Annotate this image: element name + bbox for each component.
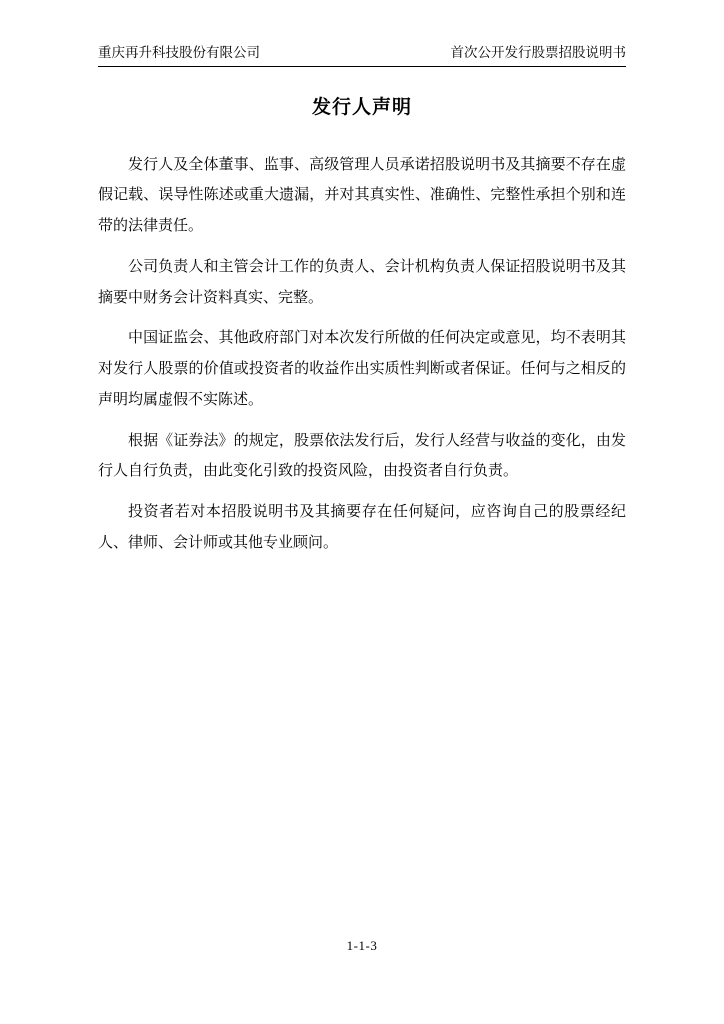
- paragraph-2: 公司负责人和主管会计工作的负责人、会计机构负责人保证招股说明书及其摘要中财务会计资料真实、完整。: [98, 258, 626, 306]
- paragraph-3: 中国证监会、其他政府部门对本次发行所做的任何决定或意见，均不表明其对发行人股票的价值或投资者的收益作出实质性判断或者保证。任何与之相反的声明均属虚假不实陈述。: [98, 330, 626, 408]
- page-footer: [0, 938, 724, 954]
- page-header: [98, 45, 626, 67]
- header-company-name: 重庆再升科技股份有限公司: [98, 45, 260, 60]
- paragraph-4: 根据《证券法》的规定，股票依法发行后，发行人经营与收益的变化，由发行人自行负责，由此变化引致的投资风险，由投资者自行负责。: [98, 432, 626, 480]
- document-body: [98, 95, 626, 569]
- paragraph-1: 发行人及全体董事、监事、高级管理人员承诺招股说明书及其摘要不存在虚假记载、误导性陈述或重大遗漏，并对其真实性、准确性、完整性承担个别和连带的法律责任。: [98, 156, 626, 235]
- paragraph-5: 投资者若对本招股说明书及其摘要存在任何疑问，应咨询自己的股票经纪人、律师、会计师或其他专业顾问。: [98, 504, 626, 551]
- page-number: 1-1-3: [346, 938, 378, 953]
- header-document-type: 首次公开发行股票招股说明书: [450, 45, 626, 60]
- page-title: 发行人声明: [311, 97, 412, 118]
